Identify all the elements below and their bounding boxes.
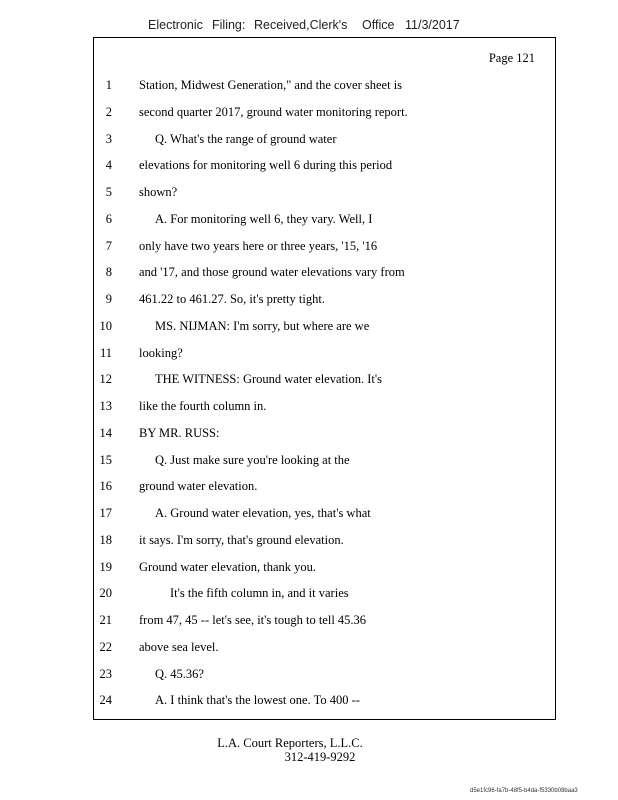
line-text: only have two years here or three years, '15, '16 [139,238,378,253]
footer-company: L.A. Court Reporters, L.L.C. [217,736,363,750]
line-number: 24 [99,693,112,708]
transcript-line [94,506,555,526]
line-text: looking? [139,345,183,360]
line-number: 17 [99,506,112,520]
line-number: 8 [105,265,112,280]
line-text: from 47, 45 -- let's see, it's tough to tell 45.36 [139,613,367,627]
line-number: 19 [99,559,112,574]
document-id: d5e1fc96-fa7b-48f5-b4da-f5330b08baa3 [470,788,578,794]
transcript-line [94,426,555,446]
line-number: 16 [99,479,112,494]
line-number: 6 [105,211,112,226]
line-number: 13 [99,399,112,413]
transcript-line [94,185,555,205]
transcript-line [94,212,555,232]
transcript-line [94,292,555,312]
line-text: Q. Just make sure you're looking at the [155,452,350,467]
line-number: 11 [99,345,112,360]
stamp-office: Office [362,18,395,32]
transcript-line [94,158,555,178]
line-number: 5 [105,185,112,199]
line-text: it says. I'm sorry, that's ground elevation. [139,532,344,547]
transcript-line [94,667,555,687]
line-text: MS. NIJMAN: I'm sorry, but where are we [155,318,370,333]
line-text: THE WITNESS: Ground water elevation. It's [155,372,382,387]
transcript-line [94,640,555,660]
line-text: Q. What's the range of ground water [155,131,337,146]
line-number: 15 [99,452,112,467]
line-text: BY MR. RUSS: [139,425,220,440]
transcript-line [94,265,555,285]
line-text: Ground water elevation, thank you. [139,559,317,574]
line-text: shown? [139,185,178,199]
transcript-line [94,132,555,152]
line-text: elevations for monitoring well 6 during this period [139,158,393,173]
transcript-line [94,346,555,366]
line-text: ground water elevation. [139,479,258,494]
transcript-page [93,37,556,720]
line-number: 2 [105,104,112,119]
line-text: It's the fifth column in, and it varies [170,586,349,601]
stamp-filing: Filing: [212,18,246,32]
line-number: 21 [99,613,112,627]
transcript-line [94,479,555,499]
line-number: 14 [99,425,112,440]
line-text: second quarter 2017, ground water monitoring report. [139,104,408,119]
transcript-line [94,586,555,606]
line-number: 23 [99,666,112,681]
transcript-line [94,533,555,553]
stamp-date: 11/3/2017 [405,18,460,32]
line-text: A. Ground water elevation, yes, that's what [155,506,371,520]
line-text: 461.22 to 461.27. So, it's pretty tight. [139,292,325,306]
stamp-received: Received,Clerk's [254,18,348,32]
footer-phone: 312-419-9292 [284,750,356,764]
transcript-line [94,239,555,259]
line-number: 1 [105,78,112,92]
line-number: 4 [105,158,112,173]
transcript-line [94,372,555,392]
line-number: 3 [105,131,112,146]
line-number: 10 [99,318,112,333]
transcript-line [94,105,555,125]
line-number: 12 [99,372,112,387]
electronic-filing-stamp [148,18,468,36]
transcript-line [94,453,555,473]
line-text: Station, Midwest Generation," and the cover sheet is [139,78,403,92]
transcript-line [94,560,555,580]
stamp-electronic: Electronic [148,18,203,32]
transcript-line [94,319,555,339]
transcript-line [94,613,555,633]
transcript-line [94,693,555,713]
line-number: 18 [99,532,112,547]
line-number: 9 [105,292,112,306]
page-number: Page 121 [488,51,535,65]
line-number: 22 [99,639,112,654]
line-text: A. I think that's the lowest one. To 400 -- [155,693,360,708]
transcript-line [94,78,555,98]
line-text: and '17, and those ground water elevations vary from [139,265,405,280]
line-number: 20 [99,586,112,601]
line-text: Q. 45.36? [155,666,204,681]
line-number: 7 [105,238,112,253]
line-text: like the fourth column in. [139,399,267,413]
transcript-line [94,399,555,419]
line-text: A. For monitoring well 6, they vary. Well, I [155,211,373,226]
line-text: above sea level. [139,639,219,654]
